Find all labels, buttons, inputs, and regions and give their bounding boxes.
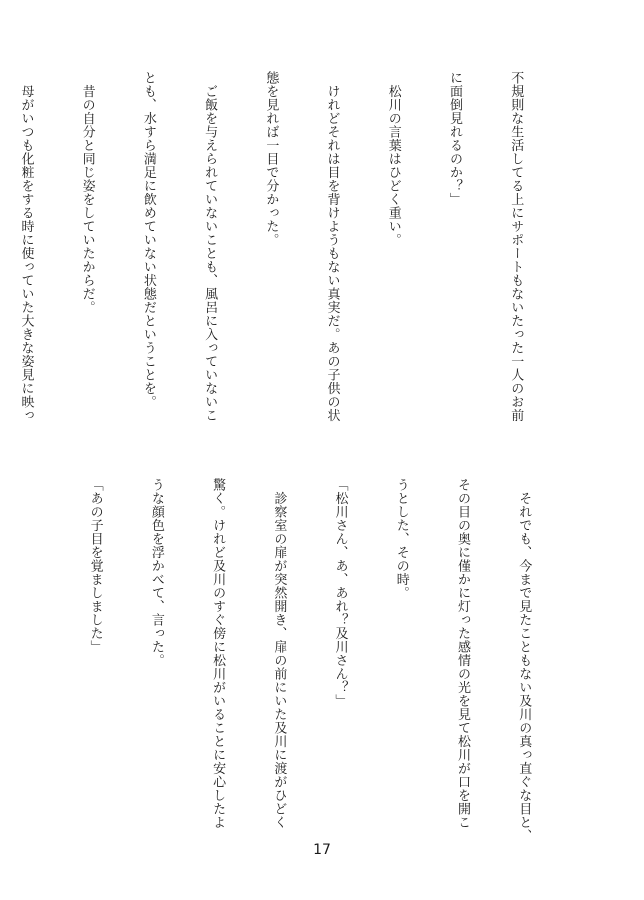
text-line: ご飯を与えられていないことも、風呂に入っていないこ — [202, 71, 218, 422]
text-line: うな顔色を浮かべて、言った。 — [148, 478, 164, 667]
text-line: その目の奥に僅かに灯った感情の光を見て松川が口を開こ — [454, 478, 470, 829]
text-line: とも、水すら満足に飲めていない状態だということを。 — [140, 71, 156, 409]
text-line: 昔の自分と同じ姿をしていたからだ。 — [79, 71, 95, 314]
page-number: 17 — [313, 842, 331, 858]
text-line: 驚く。けれど及川のすぐ傍に松川がいることに安心したよ — [210, 478, 226, 829]
text-block-upper — [18, 71, 566, 423]
text-line: けれどそれは目を背けようもない真実だ。あの子供の状 — [324, 71, 340, 422]
text-line: 「あの子目を覚ましました」 — [87, 478, 103, 654]
text-line: 態を見れば一目で分かった。 — [263, 71, 279, 247]
text-line: 診察室の扉が突然開き、扉の前にいた及川に渡がひどく — [271, 478, 287, 829]
text-line: うとした、その時。 — [393, 478, 409, 600]
text-block-lower — [87, 478, 574, 843]
text-line: に面倒見れるのか？」 — [446, 71, 462, 206]
text-line: 「松川さん、あ、あれ？及川さん？」 — [332, 478, 348, 708]
text-line: 母がいつも化粧をする時に使っていた大きな姿見に映っ — [18, 71, 34, 422]
text-line: 松川の言葉はひどく重い。 — [385, 71, 401, 247]
text-line: 不規則な生活してる上にサポートもないたった一人のお前 — [508, 71, 524, 422]
text-line: それでも、今まで見たこともない及川の真っ直ぐな目と、 — [516, 478, 532, 843]
